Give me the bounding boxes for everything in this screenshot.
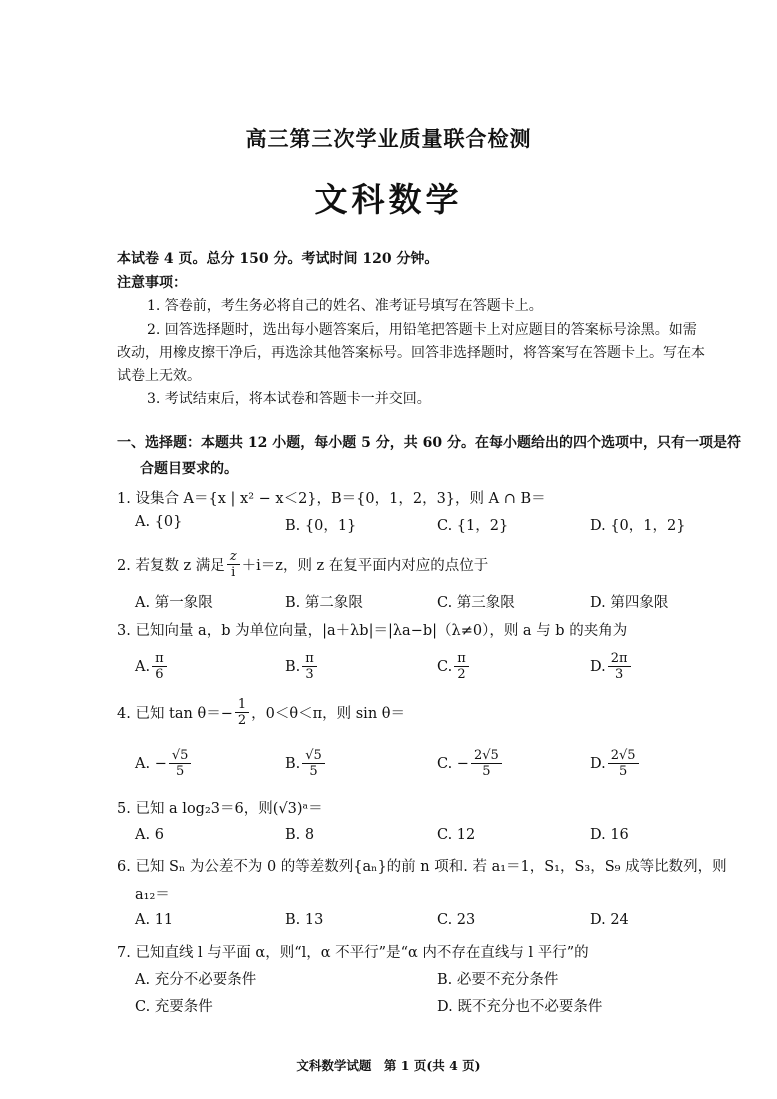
question-2-stem-pre: 2. 若复数 z 满足: [117, 558, 225, 574]
option-letter: C. −: [437, 755, 469, 772]
option-fraction: [471, 748, 502, 779]
question-3-option-a: [135, 651, 169, 682]
question-5-option-b: B. 8: [285, 827, 315, 843]
question-3-option-d: [590, 651, 633, 682]
fraction-denominator: i: [231, 565, 236, 580]
fraction-denominator: 5: [482, 764, 491, 779]
fraction-numerator: 2√5: [608, 748, 639, 764]
question-7-option-d: D. 既不充分也不必要条件: [437, 999, 603, 1015]
question-1-stem: 1. 设集合 A＝{x | x² − x＜2}，B＝{0，1，2，3}，则 A ∩ B＝: [117, 491, 546, 507]
question-4-option-c: [437, 748, 504, 779]
fraction-numerator: √5: [169, 748, 192, 764]
fraction-numerator: 2√5: [471, 748, 502, 764]
option-letter: C.: [437, 658, 453, 675]
fraction-denominator: 5: [175, 764, 185, 779]
fraction-denominator: 5: [618, 764, 628, 779]
option-fraction: [302, 748, 325, 779]
option-fraction: [608, 651, 631, 682]
section-heading-line1: 一、选择题：本题共 12 小题，每小题 5 分，共 60 分。在每小题给出的四个选项中，只有一项是符: [117, 435, 741, 451]
option-fraction: [454, 651, 469, 682]
page-footer: 文科数学试题 第 1 页(共 4 页): [296, 1058, 481, 1073]
exam-info: 本试卷 4 页。总分 150 分。考试时间 120 分钟。: [117, 251, 439, 267]
question-4-stem-pre: 4. 已知 tan θ＝−: [117, 706, 233, 722]
option-letter: D.: [590, 755, 606, 772]
section-heading-line2: 合题目要求的。: [140, 461, 238, 477]
question-2-option-b: B. 第二象限: [285, 595, 363, 611]
option-fraction: [152, 651, 167, 682]
question-4-option-b: [285, 748, 327, 779]
notice-item-2-line2: 改动，用橡皮擦干净后，再选涂其他答案标号。回答非选择题时，将答案写在答题卡上。写在本: [117, 345, 705, 361]
question-5-option-c: C. 12: [437, 827, 476, 843]
fraction-numerator: π: [454, 651, 469, 667]
option-letter: A. −: [135, 755, 167, 772]
question-2-option-c: C. 第三象限: [437, 595, 515, 611]
question-7-stem: 7. 已知直线 l 与平面 α，则“l，α 不平行”是“α 内不存在直线与 l 平行”的: [117, 945, 589, 961]
exam-title: 高三第三次学业质量联合检测: [245, 126, 532, 151]
notice-item-2-line1: 2. 回答选择题时，选出每小题答案后，用铅笔把答题卡上对应题目的答案标号涂黑。如需: [147, 322, 697, 338]
notice-item-1: 1. 答卷前，考生务必将自己的姓名、准考证号填写在答题卡上。: [147, 298, 543, 314]
question-4-stem: [117, 697, 405, 728]
question-4-stem-post: ，0＜θ＜π，则 sin θ＝: [251, 706, 405, 722]
fraction-numerator: √5: [302, 748, 325, 764]
question-6-option-c: C. 23: [437, 912, 476, 928]
question-6-option-d: D. 24: [590, 912, 629, 928]
notice-label: 注意事项：: [117, 275, 187, 291]
option-letter: D.: [590, 658, 606, 675]
question-6-option-a: A. 11: [135, 912, 174, 928]
fraction-numerator: π: [152, 651, 167, 667]
fraction-denominator: 2: [457, 667, 466, 682]
fraction-numerator: 1: [235, 697, 249, 713]
question-1-option-b: B. {0，1}: [285, 518, 357, 534]
fraction-denominator: 6: [155, 667, 164, 682]
question-2-option-d: D. 第四象限: [590, 595, 669, 611]
option-fraction: [169, 748, 192, 779]
question-7-option-b: B. 必要不充分条件: [437, 972, 559, 988]
fraction-denominator: 3: [305, 667, 314, 682]
question-4-option-d: [590, 748, 641, 779]
question-2-fraction: [227, 549, 240, 580]
option-letter: B.: [285, 755, 301, 772]
fraction-numerator: 2π: [608, 651, 631, 667]
fraction-denominator: 5: [309, 764, 318, 779]
question-7-option-a: A. 充分不必要条件: [135, 972, 257, 988]
fraction-denominator: 2: [237, 713, 247, 728]
question-4-fraction: [235, 697, 249, 728]
question-3-option-c: [437, 651, 471, 682]
option-letter: A.: [135, 658, 151, 675]
question-1-option-c: C. {1，2}: [437, 518, 509, 534]
question-6-stem-line2: a₁₂＝: [135, 887, 170, 903]
question-1-option-d: D. {0，1，2}: [590, 518, 686, 534]
question-1-option-a: A. {0}: [135, 514, 183, 530]
option-fraction: [608, 748, 639, 779]
question-5-option-d: D. 16: [590, 827, 629, 843]
fraction-numerator: z: [227, 549, 240, 565]
question-5-stem: 5. 已知 a log₂3＝6，则(√3)ᵃ＝: [117, 801, 323, 817]
notice-item-3: 3. 考试结束后，将本试卷和答题卡一并交回。: [147, 391, 431, 407]
question-2-stem-post: ＋i＝z，则 z 在复平面内对应的点位于: [241, 558, 489, 574]
option-letter: B.: [285, 658, 301, 675]
fraction-denominator: 3: [614, 667, 624, 682]
question-6-option-b: B. 13: [285, 912, 324, 928]
question-4-option-a: [135, 748, 193, 779]
subject-title: 文科数学: [314, 180, 463, 219]
question-3-option-b: [285, 651, 319, 682]
question-7-option-c: C. 充要条件: [135, 999, 213, 1015]
fraction-numerator: π: [302, 651, 317, 667]
question-6-stem-line1: 6. 已知 Sₙ 为公差不为 0 的等差数列{aₙ}的前 n 项和. 若 a₁＝1，S₁，S₃，S₉ 成等比数列，则: [117, 859, 727, 875]
question-2-option-a: A. 第一象限: [135, 595, 213, 611]
option-fraction: [302, 651, 317, 682]
question-3-stem: 3. 已知向量 a，b 为单位向量，|a＋λb|＝|λa−b|（λ≠0），则 a 与 b 的夹角为: [117, 623, 628, 639]
question-5-option-a: A. 6: [135, 827, 164, 843]
notice-item-2-line3: 试卷上无效。: [117, 368, 201, 384]
question-2-stem: [117, 549, 488, 580]
